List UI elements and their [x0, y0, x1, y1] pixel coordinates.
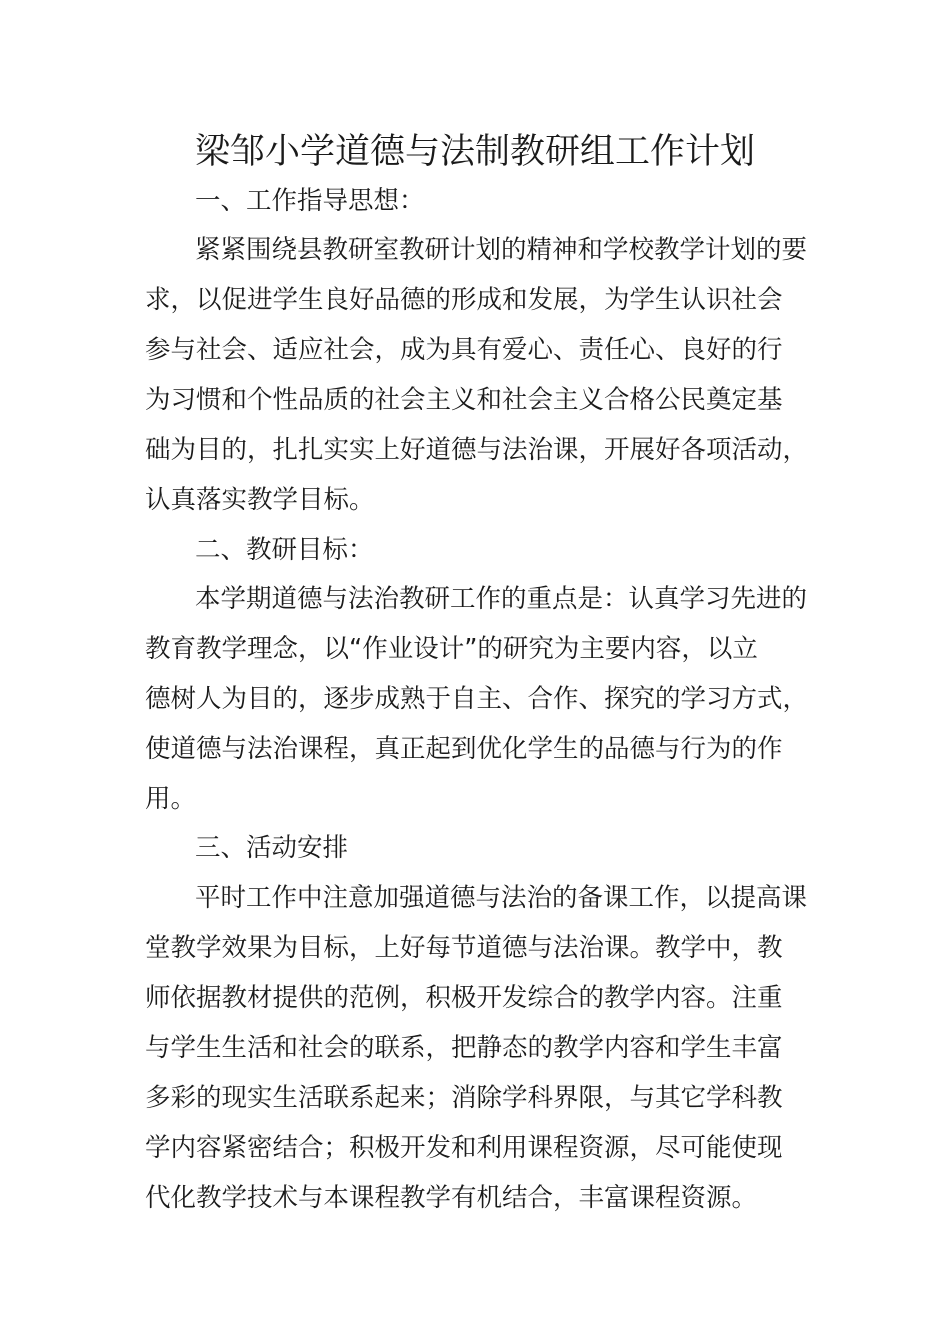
paragraph-line: 多彩的现实生活联系起来；消除学科界限，与其它学科教: [145, 1083, 783, 1113]
document-title: 梁邹小学道德与法制教研组工作计划: [194, 132, 755, 172]
paragraph-line: 代化教学技术与本课程教学有机结合，丰富课程资源。: [145, 1183, 758, 1213]
paragraph-line: 求，以促进学生良好品德的形成和发展，为学生认识社会: [145, 285, 783, 315]
section-heading-2: 二、教研目标：: [195, 535, 374, 565]
paragraph-line: 为习惯和个性品质的社会主义和社会主义合格公民奠定基: [145, 385, 783, 415]
paragraph-line: 教育教学理念，以“作业设计”的研究为主要内容，以立: [145, 634, 758, 664]
paragraph-line: 师依据教材提供的范例，积极开发综合的教学内容。注重: [145, 983, 783, 1013]
paragraph-line: 用。: [145, 784, 197, 814]
paragraph-line: 学内容紧密结合；积极开发和利用课程资源，尽可能使现: [145, 1133, 783, 1163]
paragraph-line: 认真落实教学目标。: [145, 485, 375, 515]
paragraph-line: 德树人为目的，逐步成熟于自主、合作、探究的学习方式，: [145, 684, 809, 714]
paragraph-line: 紧紧围绕县教研室教研计划的精神和学校教学计划的要: [195, 235, 808, 265]
paragraph-line: 平时工作中注意加强道德与法治的备课工作，以提高课: [195, 883, 808, 913]
section-heading-3: 三、活动安排: [195, 833, 349, 863]
section-heading-1: 一、工作指导思想：: [195, 186, 425, 216]
paragraph-line: 参与社会、适应社会，成为具有爱心、责任心、良好的行: [145, 335, 783, 365]
paragraph-line: 础为目的，扎扎实实上好道德与法治课，开展好各项活动，: [145, 435, 809, 465]
paragraph-line: 本学期道德与法治教研工作的重点是：认真学习先进的: [195, 584, 808, 614]
paragraph-line: 堂教学效果为目标，上好每节道德与法治课。教学中，教: [145, 933, 783, 963]
paragraph-line: 使道德与法治课程，真正起到优化学生的品德与行为的作: [145, 734, 783, 764]
paragraph-line: 与学生生活和社会的联系，把静态的教学内容和学生丰富: [145, 1033, 783, 1063]
